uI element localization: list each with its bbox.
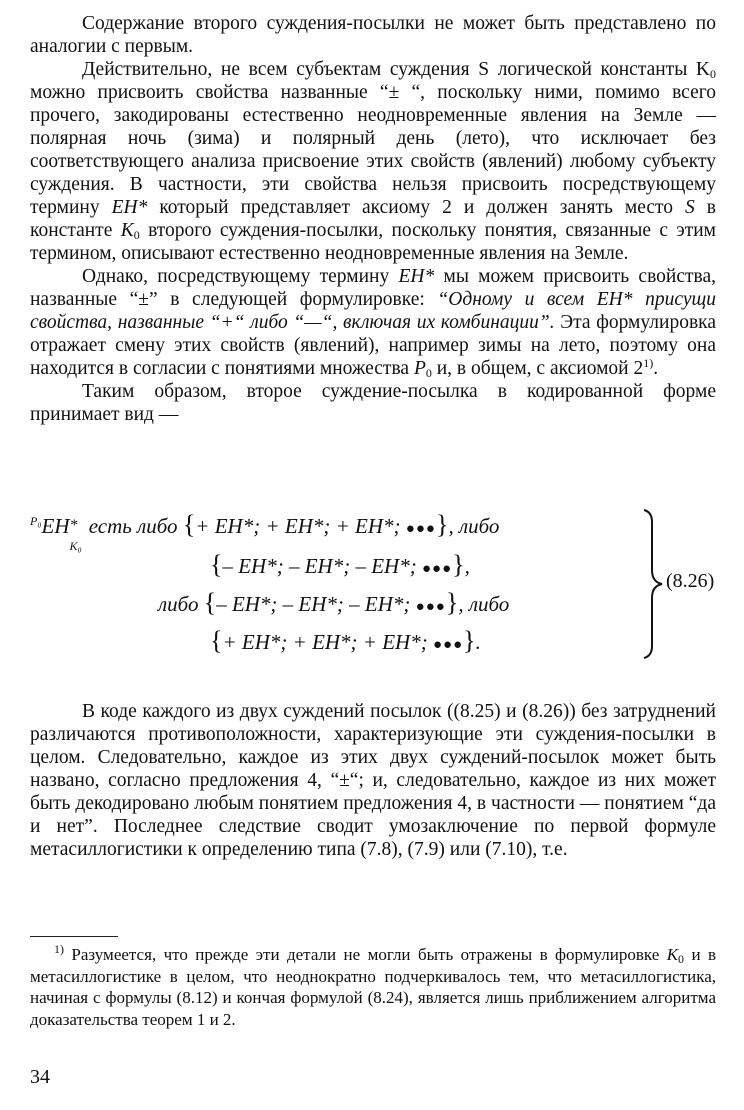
paragraph-4: Таким образом, второе суждение-посылка в кодированной форме принимает вид — [30, 381, 716, 425]
paragraph-1: Содержание второго суждения-посылки не может быть представлено по аналогии с первым. [30, 13, 716, 57]
footnote [30, 944, 716, 1030]
body-text-top [30, 12, 716, 426]
formula-8-26 [30, 504, 720, 664]
equation-number: (8.26) [666, 570, 715, 592]
paragraph-3: Однако, посредствующему термину EH* мы можем присвоить свойства, названные “±” в следующей формулировке: “Одному и всем EH* присущи свойства, названные “+“ либо “—“, включая их комбинации”. Эта формулировка отражает смену этих свойств (явлений), например зимы на лето, поэтому она находится в согласии с понятиями множества $P_0$ и, в общем, с аксиомой 2$^{1)}$. [30, 266, 717, 380]
page-number: 34 [30, 1066, 50, 1088]
formula-line-4: {+ EH*; + EH*; + EH*; ●●●}. [210, 626, 481, 655]
body-text-bottom [30, 700, 716, 861]
footnote-divider [30, 936, 118, 937]
formula-line-1: $^{P_0}$EH * K₀ есть либо {+ EH*; + EH*; + EH*; ●●●}, либо [30, 510, 500, 553]
footnote-text: $^{1)}$ Разумеется, что прежде эти детали не могли быть отражены в формулировке $K_0$ и в метасиллогистике в целом, что неоднократно подчеркивалось тем, что метасиллогистика, начиная с формулы (8.12) и кончая формулой (8.24), является лишь приближением алгоритма доказательства теорем 1 и 2. [30, 942, 717, 1029]
paragraph-2: Действительно, не всем субъектам суждения S логической константы $K_0$ можно присвоить свойства названные “± “, поскольку ними, помимо всего прочего, закодированы естественно неодновременные явления на Земле — полярная ночь (зима) и полярный день (лето), что исключает без соответствующего анализа присвоение этих свойств (явлений) любому субъекту суждения. В частности, эти свойства нельзя присвоить посредствующему термину EH* который представляет аксиому 2 и должен занять место S в константе $K_0$ второго суждения-посылки, поскольку понятия, связанные с этим термином, описывают естественно неодновременные явления на Земле. [30, 59, 716, 264]
paragraph-5: В коде каждого из двух суждений посылок ((8.25) и (8.26)) без затруднений различаются противоположности, характеризующие эти суждения-посылки в целом. Следовательно, каждое из этих двух суждений-посылок может быть названо, согласно предложения 4, “±“; и, следовательно, каждое из них может быть декодировано любым понятием предложения 4, в частности — понятием “да и нет”. Последнее следствие сводит умозаключение по первой формуле метасиллогистики к определению типа (7.8), (7.9) или (7.10), т.е. [30, 701, 716, 860]
formula-line-2: {– EH*; – EH*; – EH*; ●●●}, [210, 550, 470, 579]
formula-line-3: либо {– EH*; – EH*; – EH*; ●●●}, либо [158, 588, 510, 617]
